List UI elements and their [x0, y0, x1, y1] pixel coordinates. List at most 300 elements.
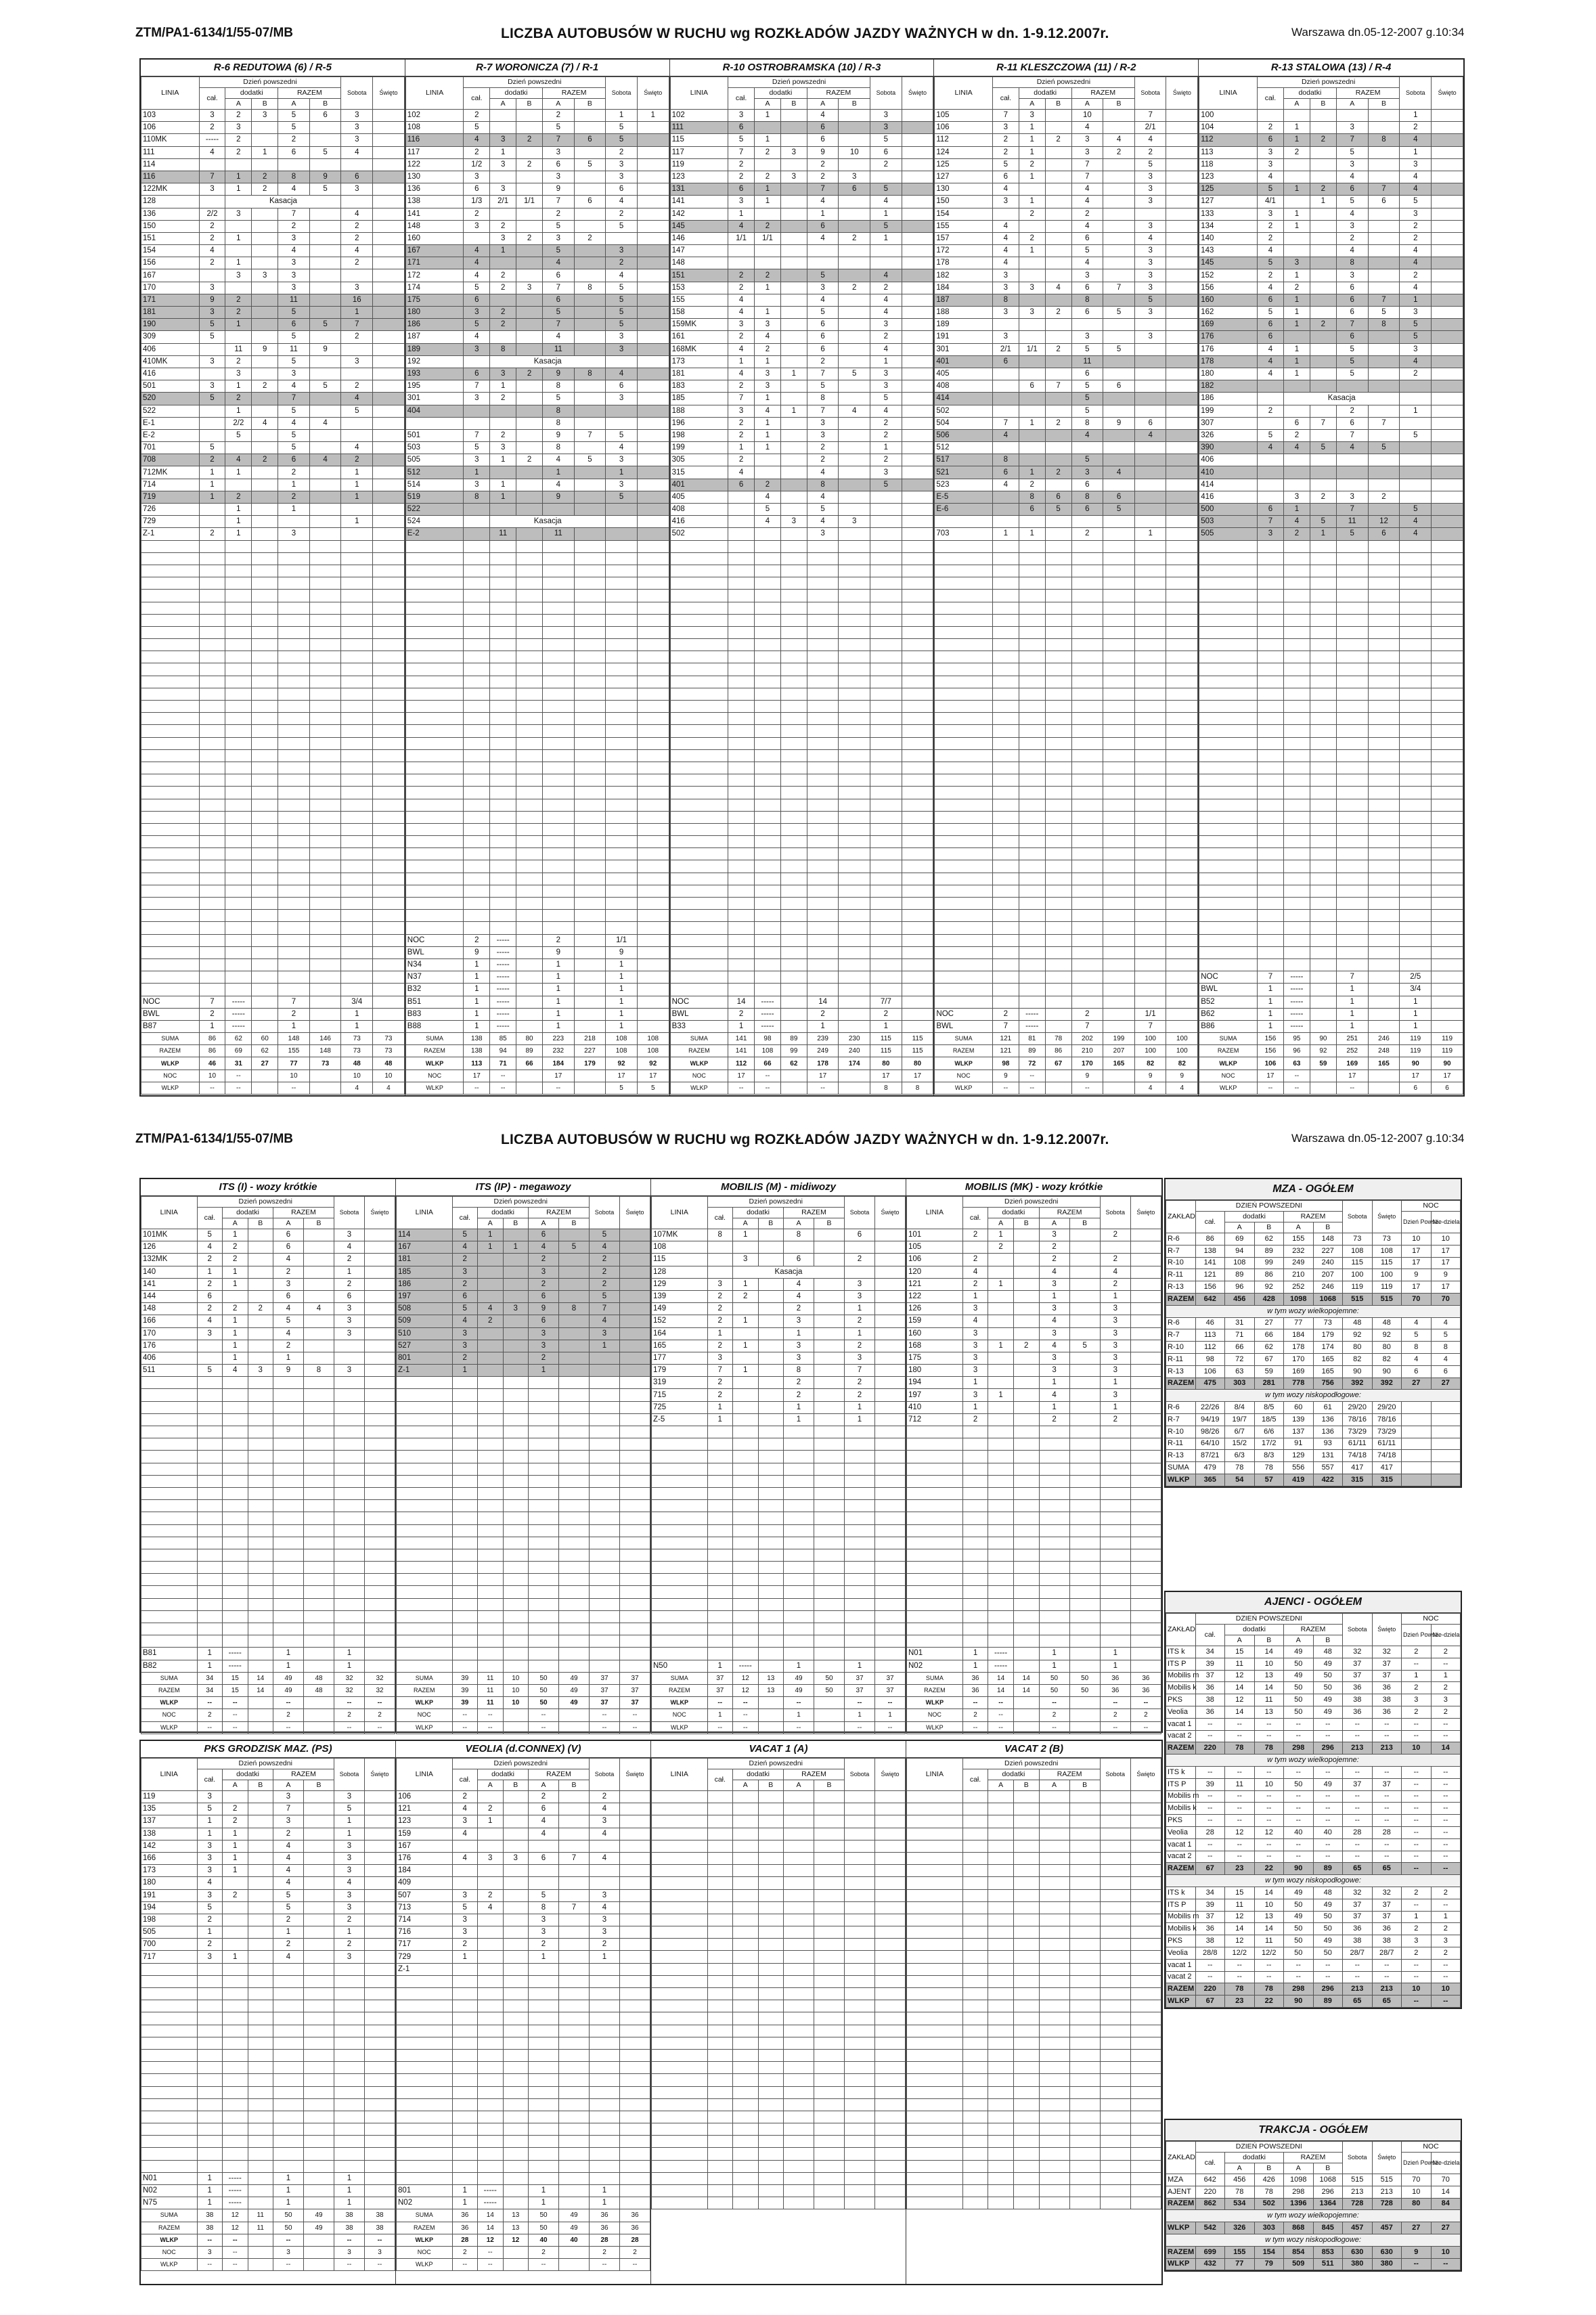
empty-cell [225, 848, 252, 860]
value-cell: 4 [341, 393, 373, 405]
empty-row [935, 836, 1198, 848]
empty-cell [845, 1500, 875, 1512]
line-number: 111 [141, 146, 200, 158]
value-cell: 1 [1283, 122, 1310, 134]
column-header-sobota: Sobota [870, 77, 902, 110]
value-cell [1283, 380, 1310, 393]
empty-cell [652, 1537, 708, 1549]
value-cell: 3 [606, 245, 638, 257]
empty-cell [1019, 676, 1045, 688]
value-cell: 2 [1039, 1241, 1069, 1254]
value-cell: 4 [1071, 196, 1103, 208]
value-cell [490, 504, 516, 516]
column-header-cal: cał. [197, 1208, 223, 1229]
value-cell [902, 1008, 933, 1020]
value-cell [197, 1340, 223, 1352]
value-cell: 2 [992, 134, 1019, 146]
line-number: 506 [935, 429, 993, 441]
value-cell: 1 [1283, 294, 1310, 306]
value-cell: 2 [529, 1254, 559, 1266]
value-cell [902, 331, 933, 343]
empty-row [670, 922, 933, 934]
empty-row [935, 663, 1198, 676]
value-cell: 5 [606, 491, 638, 503]
empty-row [670, 590, 933, 602]
empty-cell [992, 922, 1019, 934]
value-cell [1400, 393, 1432, 405]
empty-cell [225, 811, 252, 823]
value-cell [814, 1303, 845, 1315]
empty-cell [452, 1549, 478, 1561]
empty-cell [1019, 873, 1045, 885]
empty-cell [1103, 873, 1135, 885]
empty-cell [1310, 787, 1336, 799]
value-cell [1019, 183, 1045, 196]
value-cell: 1 [1400, 146, 1432, 158]
line-number: 512 [935, 442, 993, 454]
value-cell: 1 [464, 1008, 490, 1020]
value-cell: 3 [199, 183, 225, 196]
summary-cell: 62 [252, 1045, 278, 1057]
value-cell: 1 [845, 1327, 875, 1340]
summary-cell: WLKP [670, 1057, 728, 1070]
value-cell [1166, 245, 1198, 257]
table-row [405, 269, 669, 282]
value-cell [1130, 1365, 1161, 1377]
empty-cell [574, 701, 606, 713]
value-cell [1310, 996, 1336, 1008]
empty-cell [1400, 602, 1432, 614]
value-cell: 9 [252, 343, 278, 355]
value-cell [1134, 466, 1166, 479]
empty-cell [225, 577, 252, 590]
value-cell [248, 1266, 273, 1278]
empty-cell [807, 614, 839, 626]
value-cell: 7 [464, 380, 490, 393]
value-cell: 4 [304, 1303, 334, 1315]
value-cell: 6 [1019, 504, 1045, 516]
empty-row [141, 1451, 395, 1463]
line-number: BWL [670, 1008, 728, 1020]
value-cell: 3 [755, 380, 781, 393]
empty-cell [542, 540, 574, 552]
value-cell [252, 479, 278, 491]
empty-row [397, 1475, 650, 1487]
empty-cell [1336, 663, 1368, 676]
empty-cell [758, 1648, 784, 1660]
empty-cell [452, 1574, 478, 1586]
value-cell: 6 [464, 183, 490, 196]
value-cell: 5 [1310, 442, 1336, 454]
value-cell [1045, 196, 1071, 208]
value-cell: 3 [1134, 269, 1166, 282]
empty-cell [902, 651, 933, 663]
value-cell [304, 1278, 334, 1290]
value-cell [1257, 380, 1283, 393]
column-header-linia: LINIA [935, 77, 993, 110]
empty-cell [1019, 540, 1045, 552]
line-number: 122MK [141, 183, 200, 196]
value-cell: 1 [529, 1365, 559, 1377]
empty-cell [1310, 713, 1336, 725]
empty-cell [397, 1610, 453, 1623]
empty-cell [278, 749, 310, 762]
value-cell: 3 [1336, 122, 1368, 134]
empty-cell [248, 1562, 273, 1574]
empty-row [670, 787, 933, 799]
empty-cell [1103, 971, 1135, 984]
empty-cell [755, 602, 781, 614]
empty-cell [1103, 577, 1135, 590]
line-number: 155 [935, 220, 993, 232]
value-cell [637, 269, 669, 282]
empty-cell [225, 676, 252, 688]
value-cell: 5 [199, 331, 225, 343]
empty-cell [902, 626, 933, 638]
value-cell: 8 [992, 294, 1019, 306]
value-cell [637, 183, 669, 196]
table-row [1199, 491, 1463, 503]
empty-row [141, 885, 405, 897]
empty-cell [902, 774, 933, 787]
value-cell [373, 122, 405, 134]
empty-cell [1257, 898, 1283, 910]
value-cell: 5 [542, 307, 574, 319]
empty-row [405, 737, 669, 749]
empty-cell [1368, 651, 1400, 663]
empty-cell [902, 971, 933, 984]
line-number: BWL [935, 1020, 993, 1032]
empty-cell [845, 1586, 875, 1598]
empty-cell [1019, 651, 1045, 663]
line-number: 176 [1199, 343, 1258, 355]
value-cell: 5 [1257, 429, 1283, 441]
empty-cell [637, 540, 669, 552]
line-number: 197 [907, 1389, 963, 1401]
value-cell: 1 [755, 307, 781, 319]
empty-cell [1257, 639, 1283, 651]
value-cell: 5 [199, 442, 225, 454]
empty-cell [1071, 701, 1103, 713]
value-cell [1283, 479, 1310, 491]
value-cell: 3 [962, 1352, 988, 1364]
empty-cell [397, 1451, 453, 1463]
value-cell: 3 [225, 269, 252, 282]
empty-cell [542, 848, 574, 860]
column-header-ab: A [1019, 99, 1045, 110]
value-cell: 1 [845, 1401, 875, 1413]
summary-cell [304, 1721, 334, 1734]
empty-cell [784, 1512, 814, 1524]
empty-row [405, 565, 669, 577]
table-row [1199, 368, 1463, 380]
value-cell: 2 [490, 220, 516, 232]
empty-cell [141, 749, 200, 762]
value-cell [814, 1389, 845, 1401]
value-cell: 2 [1283, 429, 1310, 441]
value-cell: 5 [606, 122, 638, 134]
value-cell [574, 934, 606, 946]
value-cell: 2 [199, 122, 225, 134]
empty-cell [309, 725, 341, 737]
line-number: 106 [141, 122, 200, 134]
empty-cell [758, 1487, 784, 1499]
empty-cell [1432, 590, 1463, 602]
empty-row [670, 910, 933, 922]
value-cell: 4 [870, 196, 902, 208]
empty-row [935, 725, 1198, 737]
line-number: Z-1 [397, 1365, 453, 1377]
value-cell [516, 405, 543, 417]
empty-cell [1336, 774, 1368, 787]
empty-cell [334, 1562, 365, 1574]
value-cell [780, 1008, 807, 1020]
value-cell: 1/1 [516, 196, 543, 208]
empty-cell [397, 1426, 453, 1438]
empty-cell [784, 1463, 814, 1475]
value-cell [780, 282, 807, 294]
night-row [405, 958, 669, 971]
value-cell [341, 429, 373, 441]
value-cell: 3 [341, 122, 373, 134]
empty-cell [199, 922, 225, 934]
table-row [935, 196, 1198, 208]
line-number: 130 [405, 171, 464, 183]
empty-cell [1336, 873, 1368, 885]
column-header-linia: LINIA [1199, 77, 1258, 110]
empty-cell [1071, 860, 1103, 873]
empty-cell [1368, 823, 1400, 835]
summary-cell: 251 [1336, 1033, 1368, 1045]
value-cell [1100, 1241, 1130, 1254]
empty-cell [670, 774, 728, 787]
table-row [1199, 183, 1463, 196]
value-cell [1166, 466, 1198, 479]
empty-cell [1045, 688, 1071, 700]
empty-cell [464, 836, 490, 848]
summary-cell: 119 [1432, 1033, 1463, 1045]
value-cell [574, 307, 606, 319]
empty-row [935, 651, 1198, 663]
empty-cell [590, 1413, 620, 1426]
line-number: 150 [935, 196, 993, 208]
value-cell: 2 [1283, 146, 1310, 158]
value-cell: 5 [278, 122, 310, 134]
empty-cell [1336, 590, 1368, 602]
empty-cell [670, 565, 728, 577]
value-cell: 4 [334, 1241, 365, 1254]
line-number: 140 [1199, 232, 1258, 244]
value-cell: 5 [870, 393, 902, 405]
empty-cell [304, 1377, 334, 1389]
value-cell [1310, 343, 1336, 355]
value-cell: 2 [341, 220, 373, 232]
value-cell [1166, 1020, 1198, 1032]
value-cell [304, 1229, 334, 1241]
empty-cell [733, 1463, 759, 1475]
value-cell: 3 [225, 208, 252, 220]
empty-cell [902, 749, 933, 762]
column-header-dodatki: dodatki [755, 88, 807, 99]
empty-cell [309, 799, 341, 811]
value-cell: 4 [1134, 429, 1166, 441]
empty-cell [839, 639, 870, 651]
empty-cell [1199, 910, 1258, 922]
empty-cell [1283, 811, 1310, 823]
table-row [652, 1315, 906, 1327]
value-cell: 1 [962, 1290, 988, 1302]
value-cell [780, 158, 807, 171]
line-number: 107MK [652, 1229, 708, 1241]
empty-cell [490, 762, 516, 774]
table-row [1199, 442, 1463, 454]
summary-cell: 66 [755, 1057, 781, 1070]
empty-cell [606, 811, 638, 823]
empty-cell [464, 922, 490, 934]
table-row [670, 528, 933, 540]
empty-cell [1368, 614, 1400, 626]
empty-cell [733, 1487, 759, 1499]
value-cell: 2/1 [1134, 122, 1166, 134]
empty-cell [992, 946, 1019, 958]
value-cell [780, 196, 807, 208]
empty-cell [373, 984, 405, 996]
empty-cell [807, 958, 839, 971]
empty-cell [490, 639, 516, 651]
column-header-sobota: Sobota [1400, 77, 1432, 110]
empty-cell [780, 885, 807, 897]
empty-row [141, 565, 405, 577]
empty-cell [309, 701, 341, 713]
value-cell [1103, 479, 1135, 491]
line-number: E-1 [141, 417, 200, 429]
value-cell [814, 1401, 845, 1413]
value-cell: 3 [962, 1365, 988, 1377]
empty-cell [542, 799, 574, 811]
empty-cell [845, 1451, 875, 1463]
value-cell [309, 232, 341, 244]
value-cell: 5 [1336, 368, 1368, 380]
value-cell: 5 [807, 380, 839, 393]
value-cell [1013, 1327, 1039, 1340]
value-cell [1310, 245, 1336, 257]
value-cell [373, 466, 405, 479]
empty-cell [606, 836, 638, 848]
value-cell [1019, 294, 1045, 306]
empty-cell [397, 1537, 453, 1549]
value-cell: 5 [807, 504, 839, 516]
empty-cell [1199, 590, 1258, 602]
value-cell [503, 1278, 529, 1290]
empty-cell [870, 922, 902, 934]
value-cell [373, 146, 405, 158]
summary-cell: 155 [278, 1045, 310, 1057]
empty-cell [529, 1426, 559, 1438]
value-cell: 3 [780, 516, 807, 528]
value-cell [1103, 158, 1135, 171]
value-cell: 2 [988, 1241, 1014, 1254]
empty-row [670, 639, 933, 651]
empty-cell [1166, 725, 1198, 737]
empty-row [935, 823, 1198, 835]
value-cell: 5 [464, 319, 490, 331]
night-row [1199, 1008, 1463, 1020]
value-cell: 4 [1400, 282, 1432, 294]
empty-cell [341, 651, 373, 663]
empty-cell [935, 540, 993, 552]
empty-row [141, 1426, 395, 1438]
empty-cell [529, 1451, 559, 1463]
empty-cell [606, 552, 638, 565]
empty-cell [670, 811, 728, 823]
value-cell [807, 245, 839, 257]
summary-cell [814, 1697, 845, 1709]
empty-row [1199, 934, 1463, 946]
empty-row [141, 1487, 395, 1499]
empty-cell [273, 1623, 304, 1635]
empty-cell [1432, 958, 1463, 971]
value-cell [733, 1352, 759, 1364]
value-cell [252, 122, 278, 134]
empty-cell [935, 651, 993, 663]
empty-cell [559, 1549, 590, 1561]
summary-cell: WLKP [652, 1697, 708, 1709]
value-cell [1134, 479, 1166, 491]
value-cell [373, 491, 405, 503]
line-number: 136 [405, 183, 464, 196]
empty-cell [373, 552, 405, 565]
summary-cell: 49 [784, 1672, 814, 1684]
empty-cell [755, 626, 781, 638]
empty-cell [341, 676, 373, 688]
empty-cell [839, 676, 870, 688]
empty-row [141, 737, 405, 749]
value-cell: 2 [223, 1241, 248, 1254]
value-cell: 4 [464, 331, 490, 343]
value-cell [992, 380, 1019, 393]
value-cell [248, 1352, 273, 1364]
empty-cell [733, 1451, 759, 1463]
empty-cell [141, 713, 200, 725]
empty-row [670, 552, 933, 565]
value-cell [516, 479, 543, 491]
summary-cell: 240 [839, 1045, 870, 1057]
value-cell [606, 232, 638, 244]
value-cell: 5 [225, 429, 252, 441]
line-number: 504 [935, 417, 993, 429]
empty-cell [1257, 946, 1283, 958]
empty-cell [1368, 898, 1400, 910]
empty-cell [1432, 602, 1463, 614]
value-cell: ----- [225, 996, 252, 1008]
summary-cell: 108 [606, 1033, 638, 1045]
value-cell: ----- [490, 946, 516, 958]
empty-cell [935, 590, 993, 602]
value-cell [559, 1327, 590, 1340]
empty-cell [875, 1524, 906, 1537]
summary-cell: 218 [574, 1033, 606, 1045]
empty-cell [1257, 713, 1283, 725]
empty-cell [334, 1574, 365, 1586]
value-cell: 4 [341, 208, 373, 220]
value-cell [780, 331, 807, 343]
value-cell: 4 [870, 294, 902, 306]
empty-cell [248, 1610, 273, 1623]
empty-cell [516, 651, 543, 663]
empty-row [405, 799, 669, 811]
empty-cell [141, 676, 200, 688]
value-cell: 4 [1071, 122, 1103, 134]
